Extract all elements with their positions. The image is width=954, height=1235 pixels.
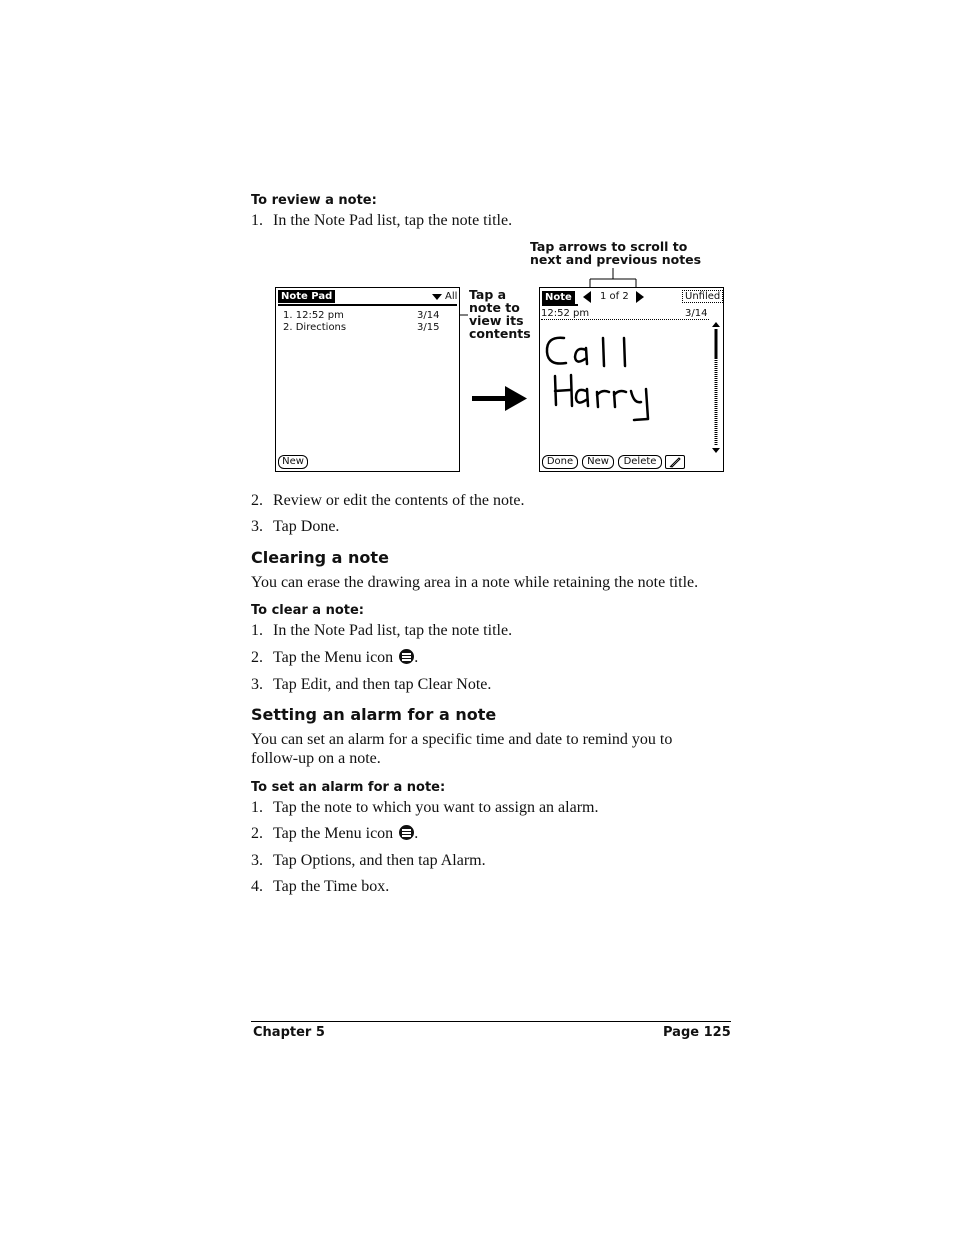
pen-icon[interactable] (665, 455, 685, 469)
scrollbar[interactable] (712, 322, 720, 454)
callout-scroll-arrows: Tap arrows to scroll to next and previous notes (530, 239, 702, 267)
pager-label: 1 of 2 (600, 291, 629, 302)
footer-page-number: Page 125 (663, 1025, 731, 1040)
alarm-heading: To set an alarm for a note: (251, 780, 446, 795)
arrow-right-icon (471, 385, 529, 413)
delete-button[interactable]: Delete (618, 455, 662, 469)
title-underline (542, 304, 578, 306)
done-button[interactable]: Done (542, 455, 578, 469)
title-underline (278, 304, 457, 306)
alarm-intro: You can set an alarm for a specific time and date to remind you to follow-up on a note. (251, 731, 673, 767)
note-date: 3/14 (685, 308, 708, 319)
notepad-list-screen: Note Pad All 1. 12:52 pm 3/14 2. Directions 3/15 New (275, 287, 460, 472)
arrow-left-icon[interactable] (583, 291, 593, 303)
list-item[interactable]: 1. 12:52 pm 3/14 (283, 310, 440, 321)
review-heading: To review a note: (251, 193, 377, 208)
section-title-clearing: Clearing a note (251, 548, 389, 567)
note-time: 12:52 pm (541, 308, 590, 319)
menu-icon (399, 649, 414, 664)
notepad-title: Note Pad (278, 290, 335, 303)
note-view-screen (539, 287, 724, 472)
clearing-heading: To clear a note: (251, 603, 365, 618)
new-button[interactable]: New (582, 455, 614, 469)
triangle-down-icon (432, 294, 442, 300)
footer-chapter: Chapter 5 (253, 1025, 325, 1040)
footer-rule (251, 1021, 731, 1022)
section-title-alarm: Setting an alarm for a note (251, 705, 497, 724)
menu-icon (399, 825, 414, 840)
arrow-right-icon[interactable] (635, 291, 645, 303)
clearing-intro: You can erase the drawing area in a note while retaining the note title. (251, 574, 699, 591)
handwriting-drawing[interactable] (542, 334, 662, 424)
callout-tap-note: Tap a note to view its contents (469, 287, 531, 341)
list-item[interactable]: 2. Directions 3/15 (283, 322, 440, 333)
new-note-button[interactable]: New (278, 455, 308, 469)
category-picker[interactable]: Unfiled (682, 290, 723, 303)
date-underline (541, 319, 709, 320)
note-title: Note (542, 291, 575, 304)
